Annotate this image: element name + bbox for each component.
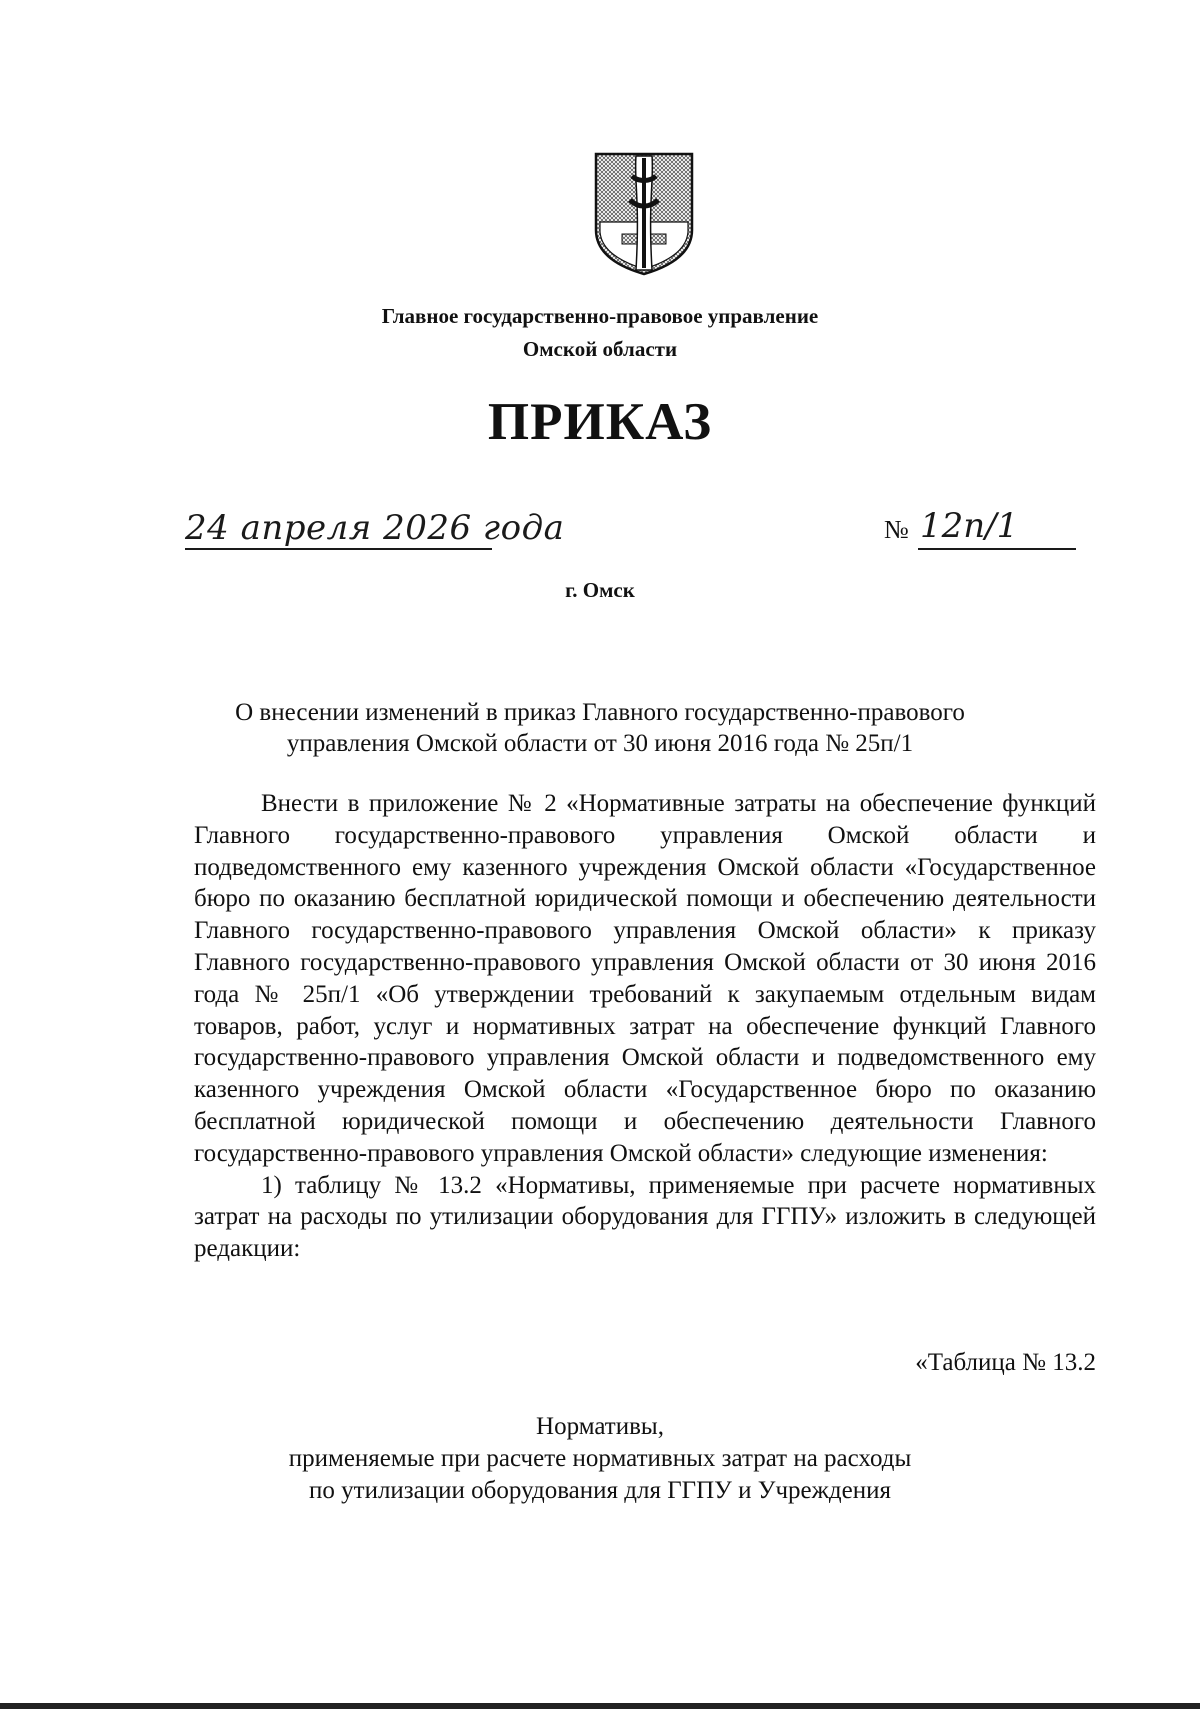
organization-line-2: Омской области xyxy=(522,337,678,361)
norms-heading xyxy=(200,1411,1000,1507)
subject-line-1: О внесении изменений в приказ Главного государственно-правового xyxy=(235,699,965,726)
handwritten-number: 12п/1 xyxy=(920,506,1019,546)
body-paragraph-1: Внести в приложение № 2 «Нормативные затраты на обеспечение функций Главного государственно-правового управления Омской области и подведомственного ему казенного учреждения Омской области «Государственное бюро по оказанию бесплатной юридической помощи и обеспечению деятельности Главного государственно-правового управления Омской области» к приказу Главного государственно-правового управления Омской области от 30 июня 2016 года № 25п/1 «Об утверждении требований к закупаемым отдельным видам товаров, работ, услуг и нормативных затрат на обеспечение функций Главного государственно-правового управления Омской области и подведомственного ему казенного учреждения Омской области «Государственное бюро по оказанию бесплатной юридической помощи и обеспечению деятельности Главного государственно-правового управления Омской области» следующие изменения: xyxy=(194,790,1096,1167)
organization-line-1: Главное государственно-правовое управление xyxy=(381,304,819,328)
date-underline xyxy=(185,548,492,550)
order-body xyxy=(194,788,1096,1265)
organization-name xyxy=(300,300,900,366)
body-paragraph-2: 1) таблицу № 13.2 «Нормативы, применяемые при расчете нормативных затрат на расходы по утилизации оборудования для ГГПУ» изложить в следующей редакции: xyxy=(194,1171,1096,1263)
scan-bottom-edge xyxy=(0,1703,1200,1709)
handwritten-date: 24 апреля 2026 года xyxy=(185,508,565,548)
subject-line-2: управления Омской области от 30 июня 2016 года № 25п/1 xyxy=(286,730,914,757)
order-subject xyxy=(200,697,1000,759)
city-name: г. Омск xyxy=(565,578,635,602)
norms-heading-line-2: применяемые при расчете нормативных затрат на расходы xyxy=(288,1445,912,1472)
document-type-title: ПРИКАЗ xyxy=(487,393,713,451)
norms-heading-line-3: по утилизации оборудования для ГГПУ и Учреждения xyxy=(309,1477,891,1504)
number-sign: № xyxy=(884,515,909,544)
norms-heading-line-1: Нормативы, xyxy=(536,1413,664,1440)
coat-of-arms-icon xyxy=(592,150,696,278)
table-reference: «Таблица № 13.2 xyxy=(915,1349,1096,1376)
number-underline xyxy=(918,548,1076,550)
